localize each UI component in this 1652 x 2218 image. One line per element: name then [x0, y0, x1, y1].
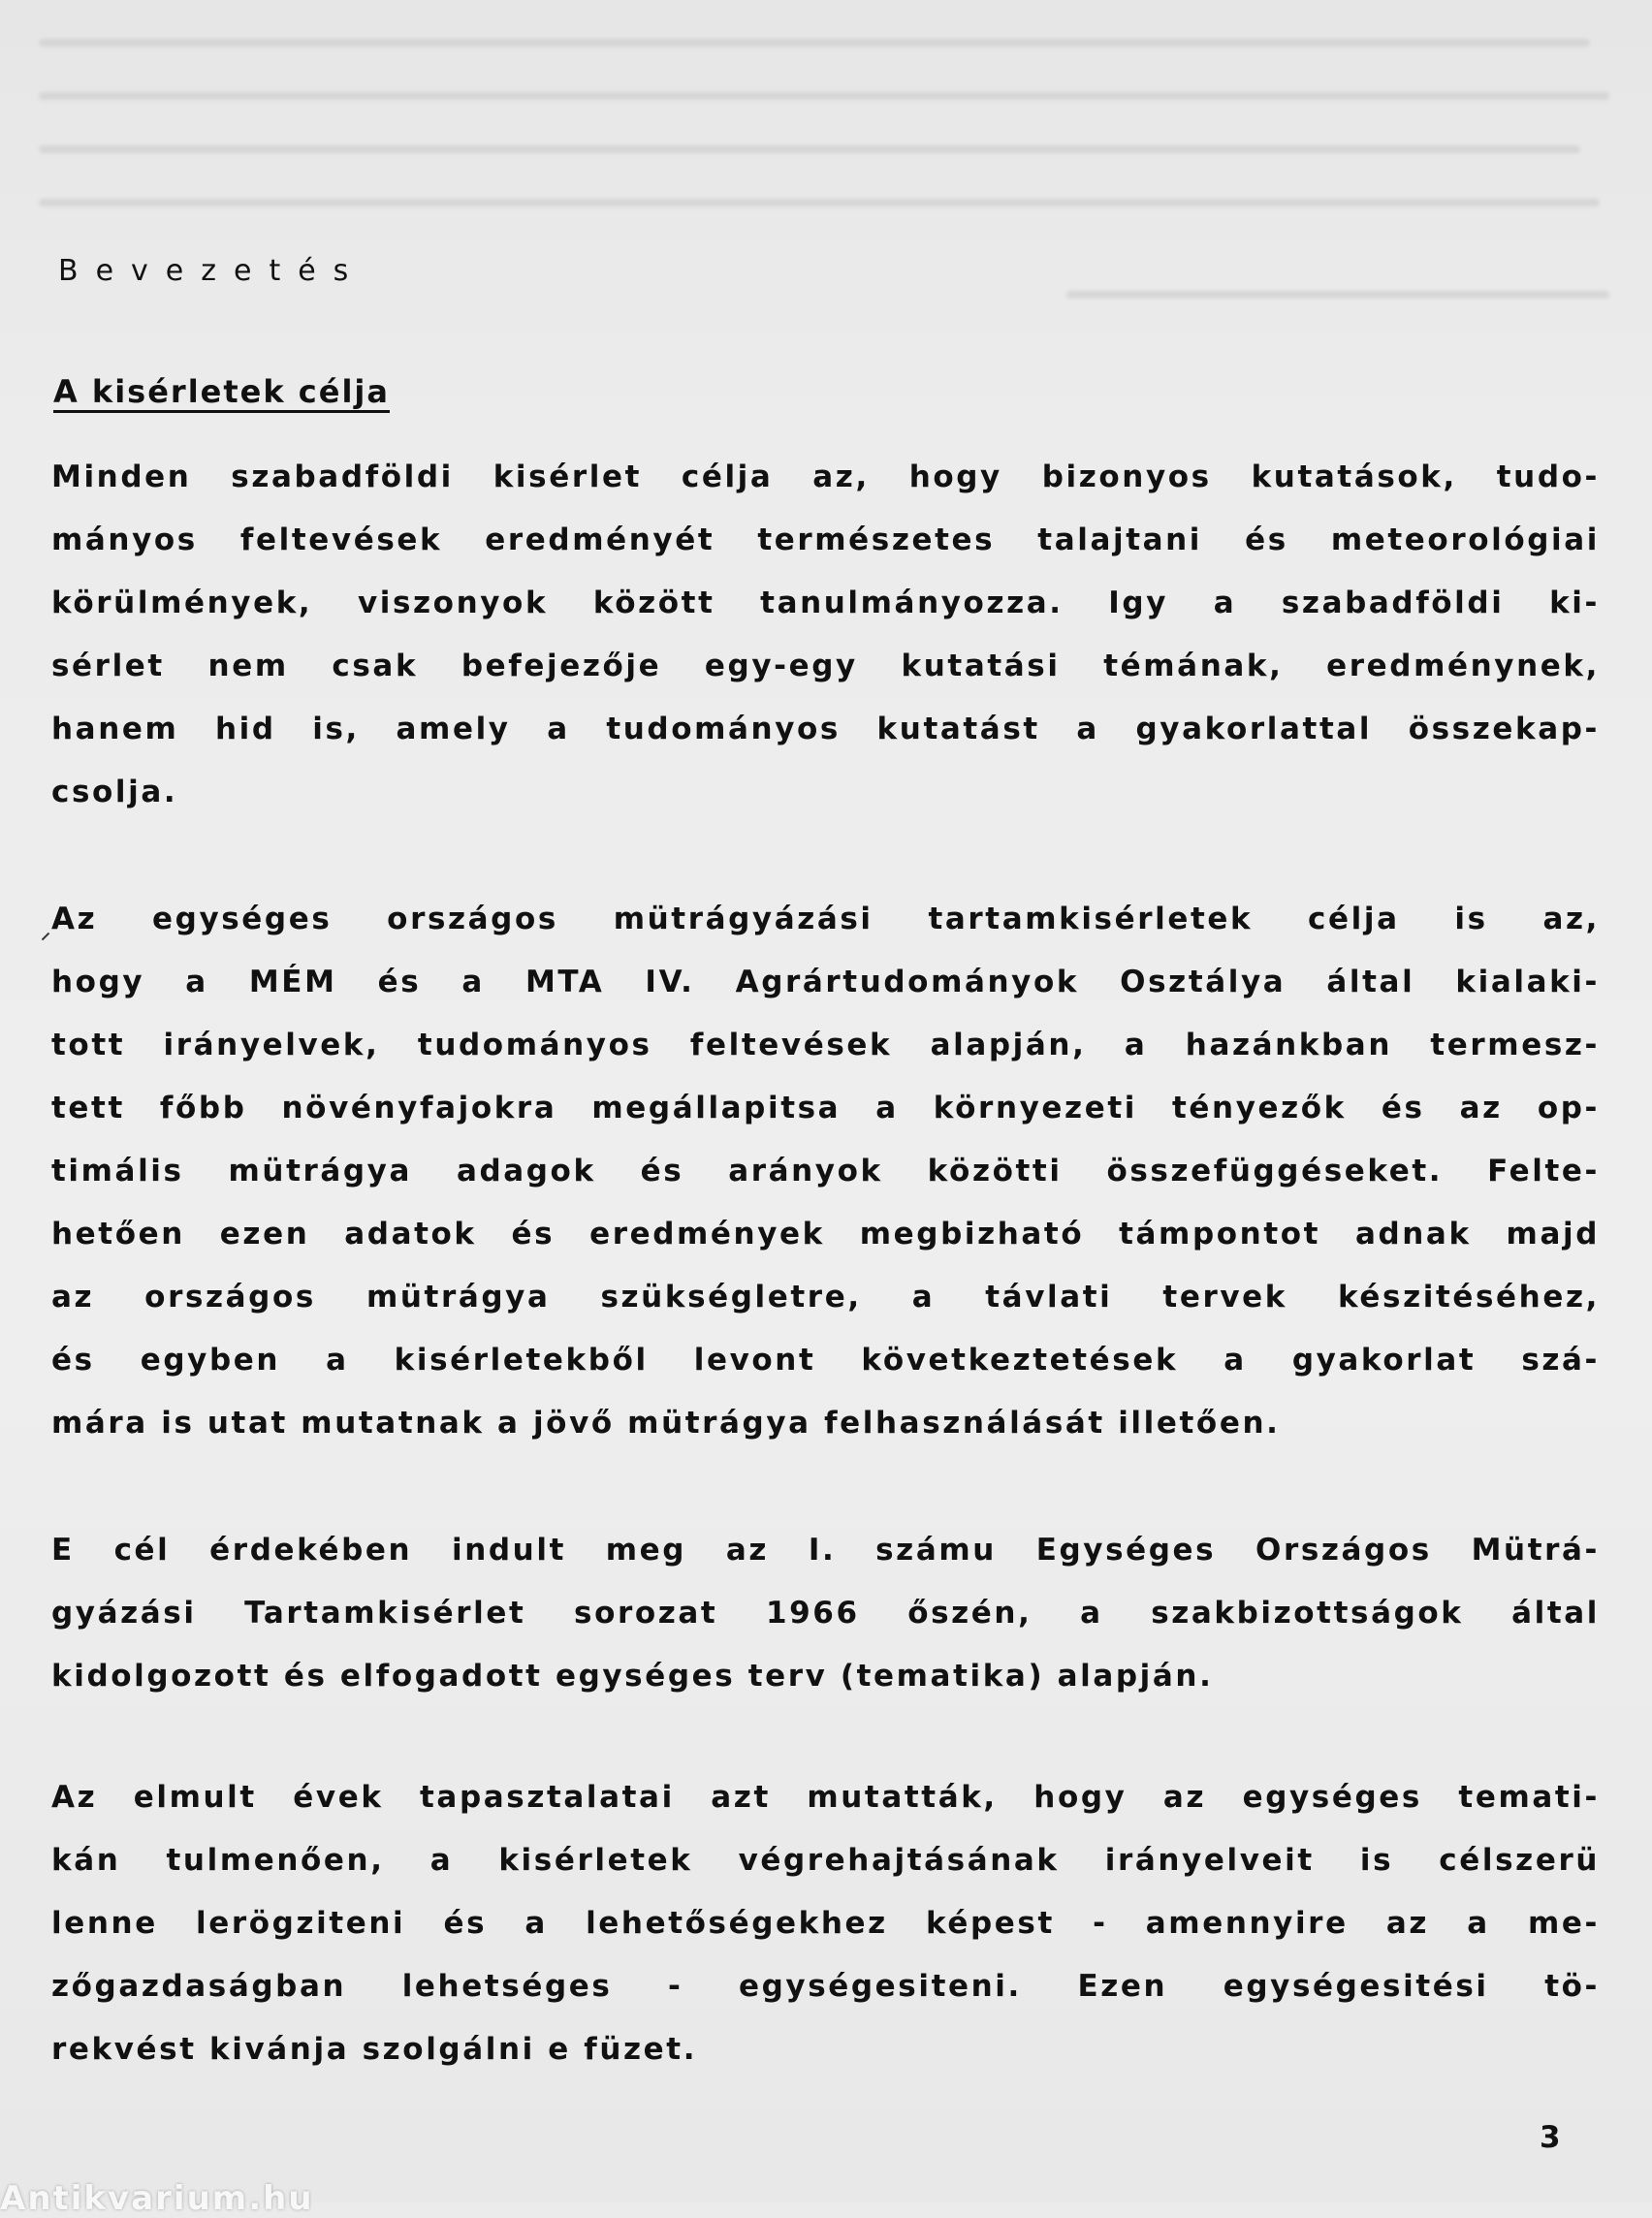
section-subheading: A kisérletek célja	[53, 373, 390, 410]
text-line: mára is utat mutatnak a jövő mütrágya felhasználását illetően.	[51, 1406, 1281, 1441]
text-line: az országos mütrágya szükségletre, a távlati tervek készitéséhez,	[51, 1280, 1600, 1315]
text-line: Az egységes országos mütrágyázási tartamkisérletek célja is az,	[51, 902, 1600, 936]
text-line: körülmények, viszonyok között tanulmányozza. Igy a szabadföldi ki-	[51, 586, 1600, 620]
text-line: csolja.	[51, 775, 178, 809]
text-line: gyázási Tartamkisérlet sorozat 1966 őszén, a szakbizottságok által	[51, 1596, 1600, 1631]
text-line: mányos feltevések eredményét természetes talajtani és meteorológiai	[51, 523, 1600, 557]
text-line: kidolgozott és elfogadott egységes terv (tematika) alapján.	[51, 1659, 1214, 1694]
text-line: hetően ezen adatok és eredmények megbizható támpontot adnak majd	[51, 1217, 1600, 1252]
text-line: Az elmult évek tapasztalatai azt mutatták, hogy az egységes temati-	[51, 1780, 1600, 1815]
paragraph-4	[51, 1766, 1603, 2081]
text-line: sérlet nem csak befejezője egy-egy kutatási témának, eredménynek,	[51, 649, 1600, 683]
bleed-through-text	[0, 0, 1652, 349]
paragraph-2	[51, 888, 1603, 1455]
page-heading: Bevezetés	[58, 254, 366, 288]
text-line: timális mütrágya adagok és arányok közötti összefüggéseket. Felte-	[51, 1154, 1600, 1188]
paragraph-1	[51, 446, 1603, 824]
text-line: hogy a MÉM és a MTA IV. Agrártudományok Osztálya által kialaki-	[51, 965, 1600, 999]
text-line: lenne lerögziteni és a lehetőségekhez képest - amennyire az a me-	[51, 1906, 1600, 1941]
text-line: és egyben a kisérletekből levont következtetések a gyakorlat szá-	[51, 1343, 1600, 1378]
page-number: 3	[1540, 2120, 1561, 2155]
text-line: hanem hid is, amely a tudományos kutatást a gyakorlattal összekap-	[51, 712, 1600, 746]
text-line: tett főbb növényfajokra megállapitsa a környezeti tényezők és az op-	[51, 1091, 1600, 1125]
text-line: Minden szabadföldi kisérlet célja az, hogy bizonyos kutatások, tudo-	[51, 459, 1600, 494]
text-line: zőgazdaságban lehetséges - egységesiteni. Ezen egységesitési tö-	[51, 1969, 1600, 2004]
text-line: tott irányelvek, tudományos feltevések alapján, a hazánkban termesz-	[51, 1028, 1600, 1062]
text-line: rekvést kivánja szolgálni e füzet.	[51, 2032, 698, 2067]
text-line: E cél érdekében indult meg az I. számu Egységes Országos Mütrá-	[51, 1533, 1600, 1568]
pencil-mark	[42, 933, 49, 940]
text-line: kán tulmenően, a kisérletek végrehajtásának irányelveit is célszerü	[51, 1843, 1600, 1878]
watermark: Antikvarium.hu	[0, 2179, 314, 2218]
paragraph-3	[51, 1519, 1603, 1708]
